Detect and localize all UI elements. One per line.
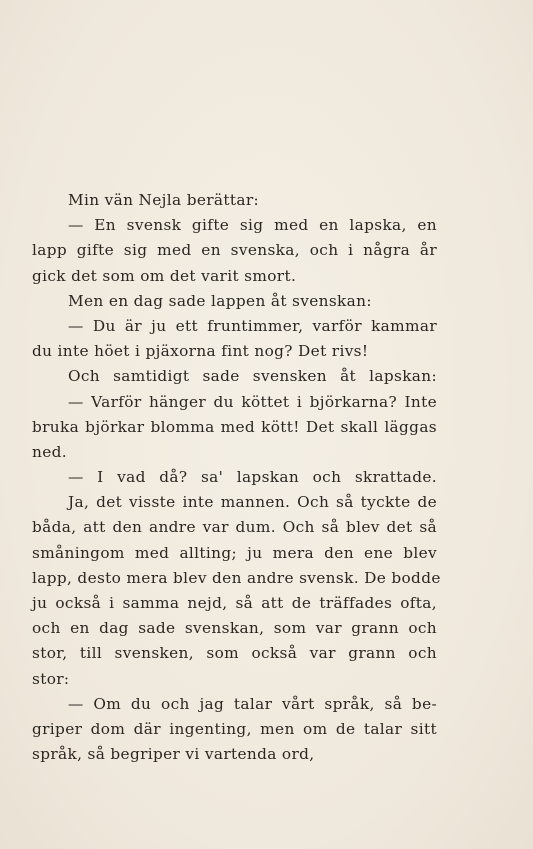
story-text [32, 188, 441, 767]
text-line: ju också i samma nejd, så att de träffades ofta, [32, 594, 437, 612]
text-line: småningom med allting; ju mera den ene blev [32, 543, 437, 562]
text-line: Min vän Nejla berättar: [68, 191, 260, 209]
text-line: — En svensk gifte sig med en lapska, en [68, 216, 437, 235]
text-line: gick det som om det varit smort. [32, 266, 297, 285]
text-line: och en dag sade svenskan, som var grann och [32, 619, 437, 638]
text-line: lapp, desto mera blev den andre svensk. De bodde [32, 568, 441, 587]
text-line: du inte höet i pjäxorna fint nog? Det rivs! [32, 342, 369, 361]
text-line: griper dom där ingenting, men om de talar sitt [32, 719, 437, 738]
text-line: stor, till svensken, som också var grann och [32, 644, 437, 663]
text-line: — Om du och jag talar vårt språk, så be- [68, 694, 437, 713]
text-line: — I vad då? sa' lapskan och skrattade. [68, 468, 437, 487]
text-line: båda, att den andre var dum. Och så blev det så [32, 518, 437, 537]
text-line: bruka björkar blomma med kött! Det skall läggas [32, 417, 437, 436]
text-line: språk, så begriper vi vartenda ord, [32, 745, 315, 764]
text-line: — Du är ju ett fruntimmer, varför kammar [68, 316, 437, 335]
text-line: stor: [32, 669, 70, 688]
text-line: Men en dag sade lappen åt svenskan: [68, 291, 372, 310]
text-line: lapp gifte sig med en svenska, och i några år [32, 241, 437, 260]
text-line: ned. [32, 442, 67, 461]
text-line: — Varför hänger du köttet i björkarna? Inte [68, 392, 437, 411]
text-line: Och samtidigt sade svensken åt lapskan: [68, 367, 437, 386]
text-line: Ja, det visste inte mannen. Och så tyckte de [68, 493, 437, 512]
